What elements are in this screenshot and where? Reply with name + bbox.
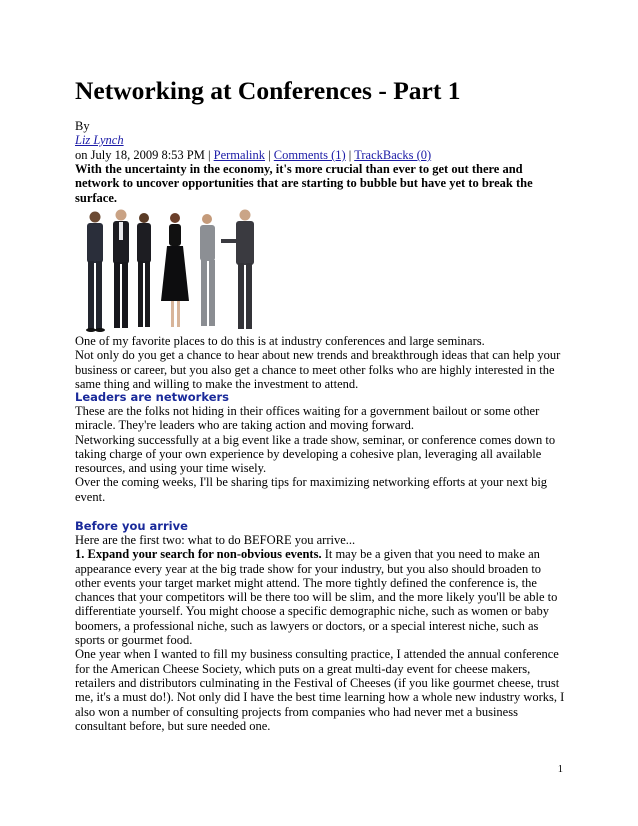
person-4 (161, 213, 189, 327)
person-6 (221, 210, 254, 330)
body-paragraph: These are the folks not hiding in their offices waiting for a government bailout or some other miracle. They're leaders who are taking action and moving forward. (75, 404, 540, 433)
page-number: 1 (557, 764, 563, 775)
body-paragraph: Networking successfully at a big event like a trade show, seminar, or conference comes down to taking charge of your own experience by developing a cohesive plan, leveraging all available resources, and using your time wisely. (75, 432, 556, 476)
tip-body: It may be a given that you need to make an appearance every year at the big trade show for your industry, but you also should broaden to other events your target market might attend. The more tightly defined the conference is, the chances that your competitors will be there too will be slim, and the more likely you'll be able to differentiate yourself. You might choose a specific demographic niche, such as women or baby boomers, a professional niche, such as lawyers or doctors, or a special interest niche, such as sports or gourmet food. (75, 547, 558, 648)
author-link[interactable]: Liz Lynch (75, 133, 124, 147)
person-5 (200, 214, 215, 326)
tip-paragraph (75, 547, 565, 647)
body-paragraph: Here are the first two: what to do BEFORE you arrive... (75, 533, 356, 547)
section-before-text (75, 533, 565, 733)
section-heading-leaders: Leaders are networkers (75, 390, 230, 404)
post-meta (75, 148, 431, 163)
trackbacks-link[interactable]: TrackBacks (0) (354, 148, 432, 162)
post-date: on July 18, 2009 8:53 PM | (75, 148, 214, 162)
article-title: Networking at Conferences - Part 1 (75, 76, 461, 105)
permalink-link[interactable]: Permalink (213, 148, 266, 162)
intro-text (75, 334, 565, 391)
section-leaders-text (75, 404, 565, 504)
person-1 (86, 212, 105, 333)
meta-separator: | (345, 148, 355, 162)
business-people-photo (75, 206, 270, 334)
meta-separator: | (265, 148, 274, 162)
body-paragraph: One year when I wanted to fill my business consulting practice, I attended the annual conference for the American Cheese Society, which puts on a great multi-day event for cheese makers, retailers and distributors culminating in the Festival of Cheeses (if you like gourmet cheese, trust me, it's a must do!). Not only did I have the best time learning how a whole new industry works, I also won a number of consulting projects from companies who had never met a business consultant before, but sure needed one. (75, 647, 565, 733)
intro-paragraph: One of my favorite places to do this is at industry conferences and large seminars. (75, 334, 485, 348)
comments-link[interactable]: Comments (1) (273, 148, 346, 162)
body-paragraph: Over the coming weeks, I'll be sharing tips for maximizing networking efforts at your next big event. (75, 475, 548, 504)
person-2 (113, 210, 129, 329)
section-heading-before-you-arrive: Before you arrive (75, 519, 188, 533)
lead-paragraph: With the uncertainty in the economy, it's more crucial than ever to get out there and network to uncover opportunities that are starting to bubble but have yet to break the surface. (75, 162, 533, 205)
byline-label: By (75, 119, 90, 133)
person-3 (137, 213, 151, 327)
intro-paragraph: Not only do you get a chance to hear about new trends and breakthrough ideas that can help your business or career, but you also get a chance to meet other folks who are highly interested in the same thing and willing to make the investment to attend. (75, 348, 561, 391)
tip-title: 1. Expand your search for non-obvious events. (75, 547, 322, 562)
